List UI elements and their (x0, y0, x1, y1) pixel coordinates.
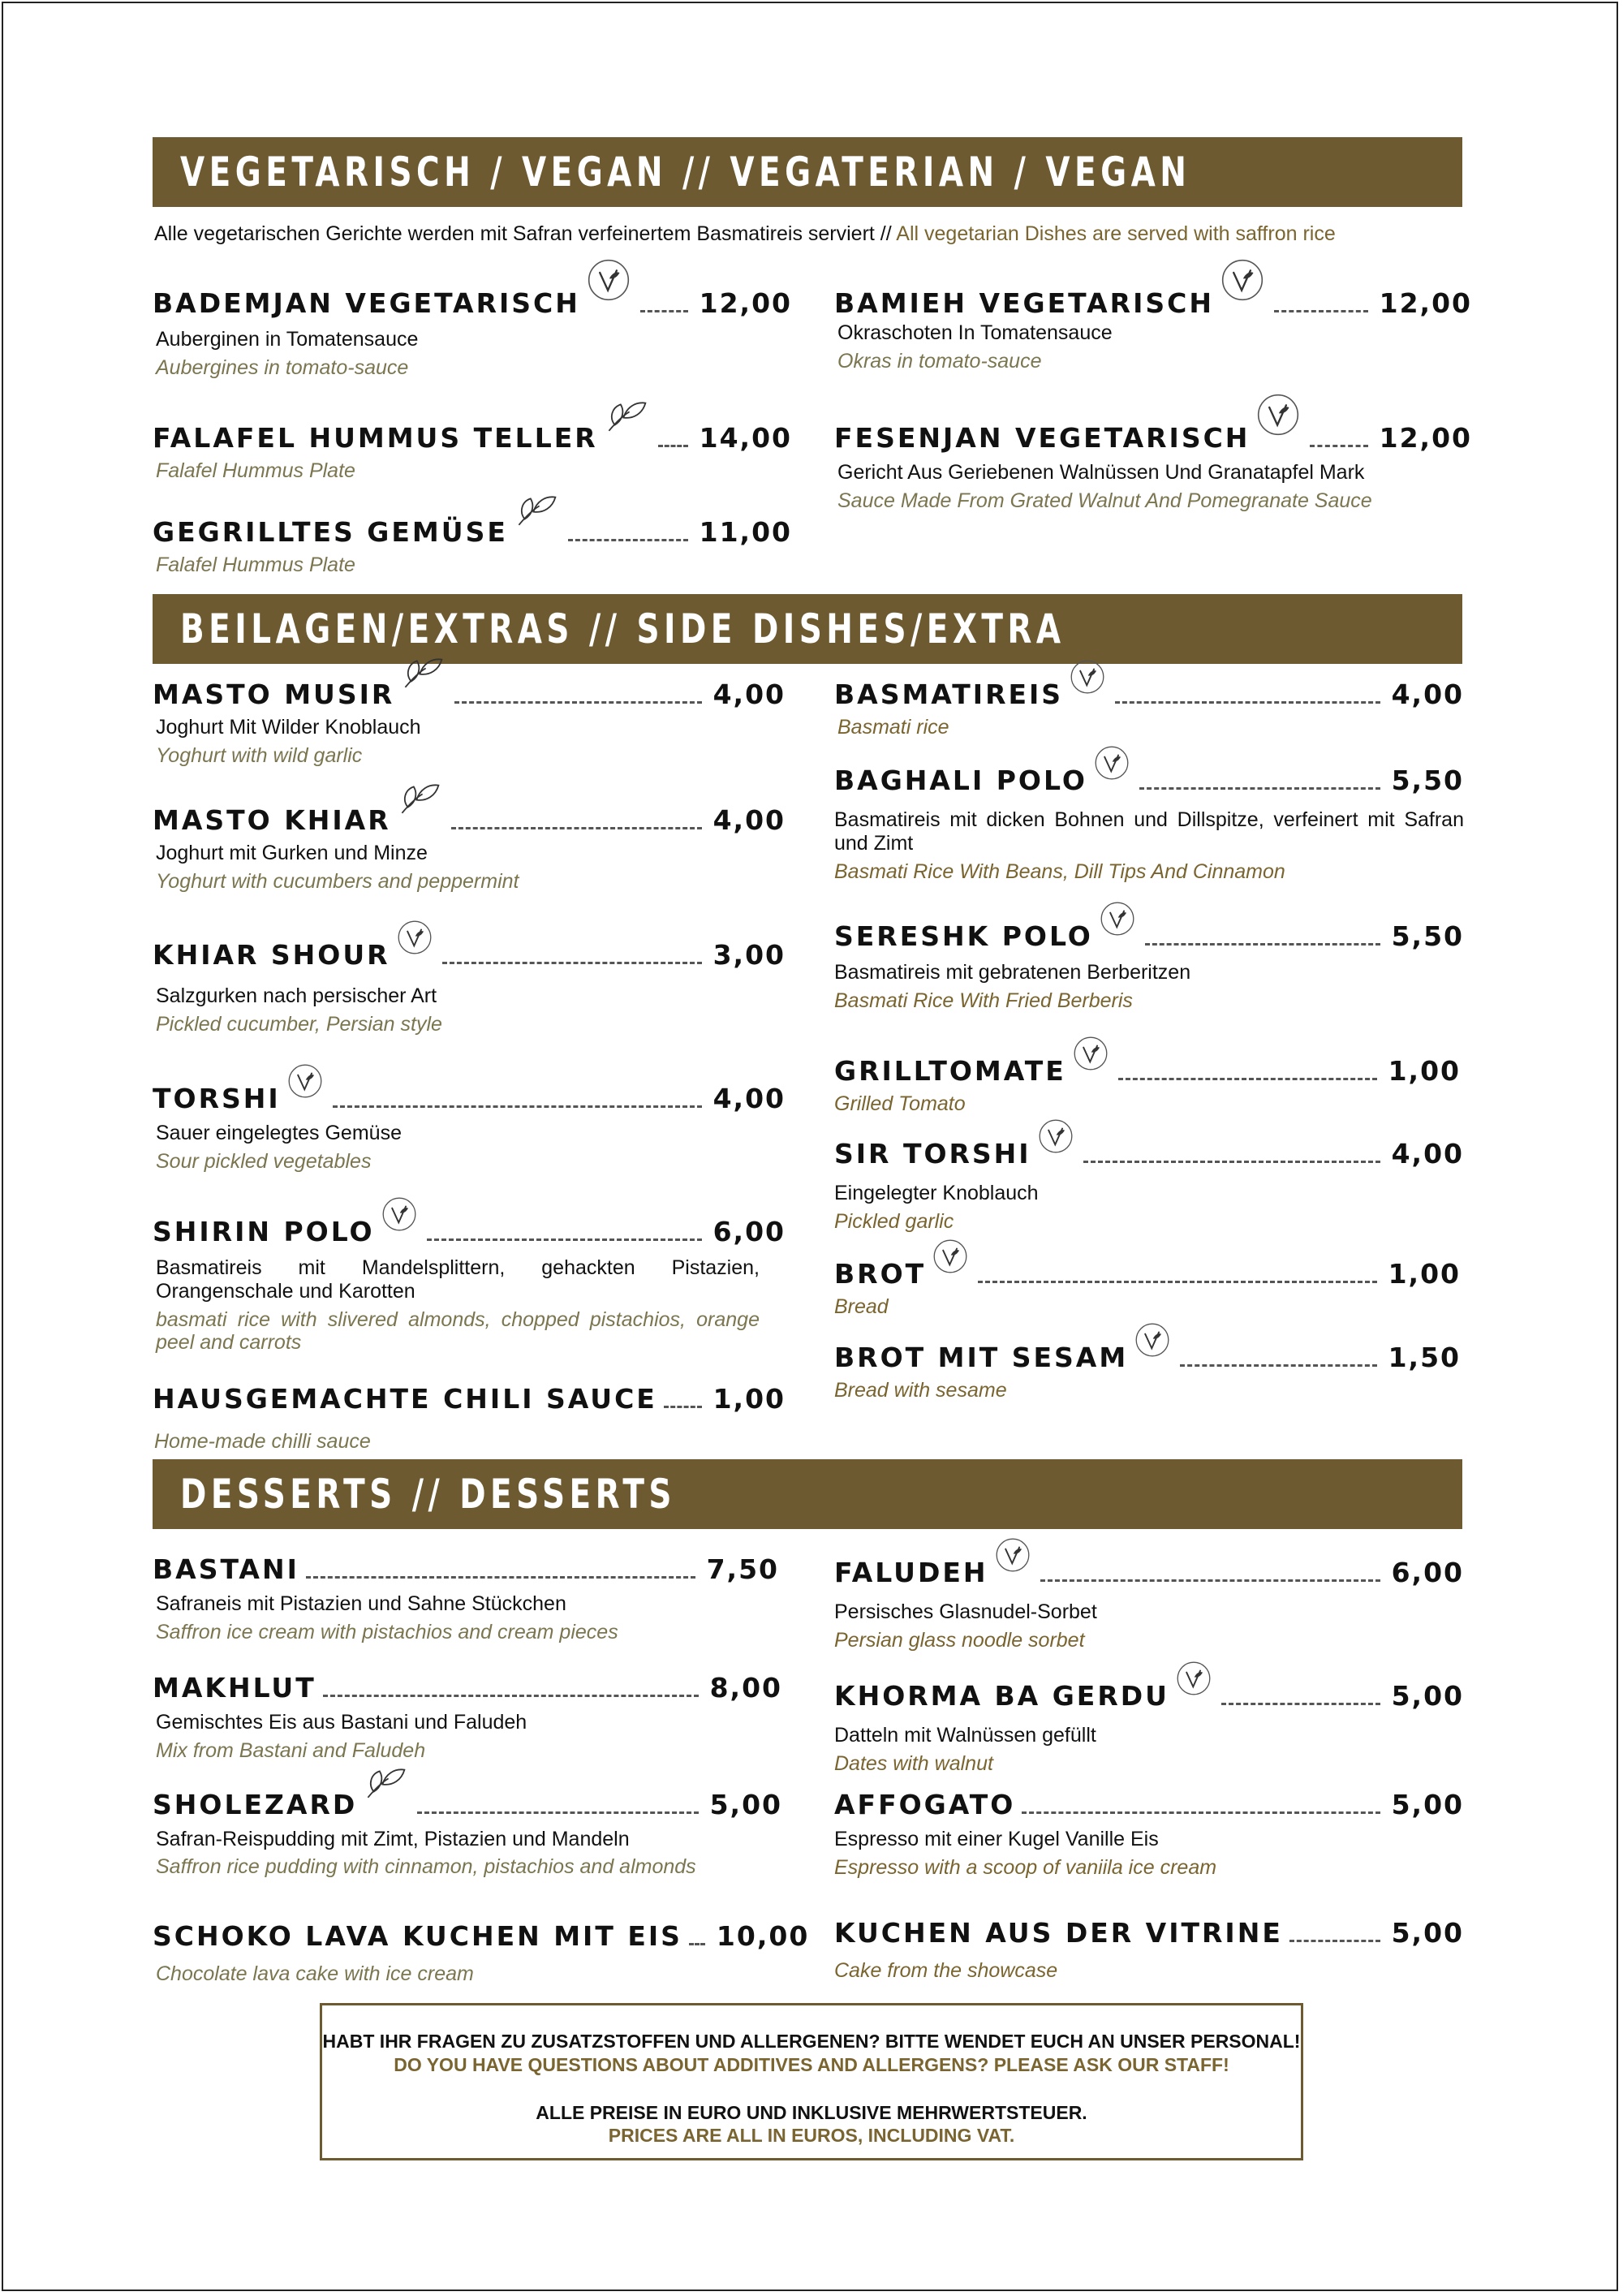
leader-dots (664, 1406, 702, 1408)
item-description-en: Basmati Rice With Fried Berberis (834, 989, 1133, 1012)
item-description-de: Salzgurken nach persischer Art (156, 984, 437, 1007)
item-description-en: Falafel Hummus Plate (156, 554, 355, 576)
leader-dots (1274, 310, 1368, 312)
subline-english: All vegetarian Dishes are served with saffron rice (896, 222, 1336, 245)
menu-item (153, 274, 792, 380)
item-description-en: Basmati rice (837, 716, 949, 739)
item-price: 10,00 (716, 1920, 810, 1952)
item-name: BAMIEH VEGETARISCH (834, 287, 1214, 319)
vegan-icon (1134, 1322, 1170, 1358)
item-name: SHIRIN POLO (153, 1216, 375, 1247)
leader-dots (442, 962, 702, 964)
vegan-icon (287, 1063, 323, 1099)
item-name: SIR TORSHI (834, 1138, 1031, 1170)
menu-item (834, 1667, 1464, 1776)
item-description-de: Gericht Aus Geriebenen Walnüssen Und Granatapfel Mark (837, 461, 1365, 484)
item-name: FALAFEL HUMMUS TELLER (153, 422, 598, 454)
menu-item (153, 1776, 782, 1878)
section-banner-desserts (153, 1459, 1462, 1529)
item-price: 5,50 (1391, 765, 1464, 796)
item-description-de: Safran-Reispudding mit Zimt, Pistazien und Mandeln (156, 1828, 630, 1850)
item-description-en: Okras in tomato-sauce (837, 349, 1042, 373)
item-price: 4,00 (712, 678, 786, 710)
item-description-de: Safraneis mit Pistazien und Sahne Stückchen (156, 1592, 566, 1615)
leader-dots (658, 445, 688, 447)
item-description-de: Basmatireis mit Mandelsplittern, gehackten Pistazien, Orangenschale und Karotten (156, 1256, 760, 1303)
item-description-en: Persian glass noodle sorbet (834, 1628, 1085, 1652)
leader-dots (1289, 1940, 1380, 1942)
item-description-en: Yoghurt with cucumbers and peppermint (156, 869, 519, 893)
item-description-de: Basmatireis mit gebratenen Berberitzen (834, 961, 1191, 984)
menu-item (153, 1540, 779, 1644)
item-description-en: Espresso with a scoop of vaniila ice cream (834, 1855, 1217, 1879)
item-description-de: Basmatireis mit dicken Bohnen und Dillspitze, verfeinert mit Safran und Zimt (834, 808, 1464, 855)
leader-dots (1221, 1703, 1380, 1705)
item-description-de: Auberginen in Tomatensauce (156, 328, 419, 351)
item-price: 3,00 (712, 939, 786, 971)
item-price: 5,00 (709, 1789, 782, 1820)
leader-dots (640, 310, 688, 312)
leader-dots (689, 1943, 705, 1945)
menu-item (834, 1544, 1464, 1652)
item-description-de: Joghurt Mit Wilder Knoblauch (156, 716, 421, 739)
menu-item (834, 907, 1464, 1013)
item-description-en: Falafel Hummus Plate (156, 459, 355, 482)
vegan-icon (1073, 1036, 1109, 1071)
leaf-icon (605, 393, 648, 437)
item-name: FESENJAN VEGETARISCH (834, 422, 1251, 454)
leaf-icon (401, 649, 445, 693)
vegan-icon (1100, 901, 1135, 937)
item-name: BAGHALI POLO (834, 765, 1087, 796)
allergen-question-de: HABT IHR FRAGEN ZU ZUSATZSTOFFEN UND ALLERGENEN? BITTE WENDET EUCH AN UNSER PERSONAL! (322, 2031, 1301, 2052)
menu-item (834, 409, 1472, 513)
leader-dots (1083, 1161, 1380, 1163)
vegan-icon (587, 258, 631, 302)
item-name: MASTO MUSIR (153, 678, 395, 710)
item-description-en: Sauce Made From Grated Walnut And Pomegranate Sauce (837, 489, 1372, 512)
item-description-en: Chocolate lava cake with ice cream (156, 1962, 474, 1985)
section-title-sides: BEILAGEN/EXTRAS // SIDE DISHES/EXTRA (180, 605, 1065, 653)
menu-item (834, 1329, 1461, 1402)
menu-item (153, 926, 786, 1036)
item-description-en: Home-made chilli sauce (154, 1430, 371, 1453)
item-price: 5,50 (1391, 920, 1464, 952)
section-title-vegetarian: VEGETARISCH / VEGAN // VEGATERIAN / VEGAN (180, 149, 1191, 196)
item-price: 8,00 (709, 1672, 782, 1704)
leader-dots (1040, 1579, 1380, 1582)
menu-item (153, 1370, 786, 1454)
item-description-de: Persisches Glasnudel-Sorbet (834, 1600, 1097, 1623)
item-price: 5,00 (1391, 1789, 1464, 1820)
item-description-en: Yoghurt with wild garlic (156, 743, 363, 767)
menu-item (153, 1070, 786, 1174)
menu-item (834, 666, 1464, 739)
menu-item (834, 1042, 1461, 1116)
item-price: 7,50 (706, 1553, 779, 1585)
menu-item (153, 503, 792, 577)
item-name: HAUSGEMACHTE CHILI SAUCE (153, 1383, 657, 1415)
leaf-icon (364, 1760, 407, 1803)
item-description-en: Bread (834, 1295, 889, 1318)
item-name: MASTO KHIAR (153, 804, 391, 836)
item-price: 1,00 (1388, 1055, 1461, 1087)
item-name: SCHOKO LAVA KUCHEN MIT EIS (153, 1920, 682, 1952)
item-name: BROT MIT SESAM (834, 1342, 1129, 1373)
menu-item (153, 1907, 810, 1986)
leader-dots (451, 827, 702, 829)
section-banner-sides (153, 594, 1462, 664)
item-description-en: basmati rice with slivered almonds, chopped pistachios, orange peel and carrots (156, 1307, 760, 1355)
section-title-desserts: DESSERTS // DESSERTS (180, 1471, 676, 1518)
subline-german: Alle vegetarischen Gerichte werden mit Safran verfeinertem Basmatireis serviert // (154, 222, 892, 245)
leader-dots (427, 1238, 702, 1241)
item-name: BASMATIREIS (834, 678, 1064, 710)
item-description-en: Basmati Rice With Beans, Dill Tips And Cinnamon (834, 859, 1285, 883)
item-description-en: Saffron ice cream with pistachios and cream pieces (156, 1620, 618, 1643)
item-description-en: Cake from the showcase (834, 1959, 1058, 1982)
item-price: 4,00 (1391, 678, 1464, 710)
item-description-en: Dates with walnut (834, 1751, 993, 1775)
allergen-notice-box (320, 2003, 1303, 2160)
leader-dots (1139, 787, 1380, 790)
item-description-en: Bread with sesame (834, 1379, 1007, 1402)
item-name: SERESHK POLO (834, 920, 1093, 952)
item-description-en: Saffron rice pudding with cinnamon, pistachios and almonds (156, 1854, 696, 1878)
item-price: 6,00 (1391, 1557, 1464, 1588)
item-description-en: Aubergines in tomato-sauce (156, 355, 409, 379)
menu-item (834, 274, 1472, 373)
vegan-icon (397, 920, 433, 955)
vegan-icon (1070, 659, 1105, 695)
leaf-icon (514, 487, 558, 531)
item-name: GRILLTOMATE (834, 1055, 1066, 1087)
menu-item (834, 1904, 1464, 1983)
price-note-de: ALLE PREISE IN EURO UND INKLUSIVE MEHRWERTSTEUER. (536, 2101, 1087, 2123)
item-price: 1,00 (712, 1383, 786, 1415)
vegan-icon (932, 1238, 968, 1274)
item-name: BROT (834, 1258, 927, 1290)
item-name: BASTANI (153, 1553, 299, 1585)
item-name: FALUDEH (834, 1557, 988, 1588)
item-description-de: Gemischtes Eis aus Bastani und Faludeh (156, 1711, 527, 1734)
menu-item (153, 1659, 782, 1763)
leader-dots (1145, 943, 1380, 946)
item-name: AFFOGATO (834, 1789, 1016, 1820)
item-description-en: Pickled garlic (834, 1209, 954, 1233)
item-price: 14,00 (699, 422, 792, 454)
item-description-en: Pickled cucumber, Persian style (156, 1012, 442, 1036)
item-name: TORSHI (153, 1083, 281, 1114)
vegetarian-subline (154, 222, 1336, 246)
section-banner-vegetarian (153, 137, 1462, 207)
menu-item (834, 752, 1464, 883)
item-description-de: Eingelegter Knoblauch (834, 1182, 1039, 1204)
item-description-en: Sour pickled vegetables (156, 1149, 372, 1173)
item-name: MAKHLUT (153, 1672, 316, 1704)
item-price: 4,00 (1391, 1138, 1464, 1170)
item-name: KHORMA BA GERDU (834, 1680, 1169, 1712)
item-price: 1,50 (1388, 1342, 1461, 1373)
item-description-en: Grilled Tomato (834, 1092, 966, 1115)
menu-item (153, 791, 786, 894)
vegan-icon (1256, 393, 1300, 437)
leaf-icon (398, 775, 441, 819)
item-description-de: Espresso mit einer Kugel Vanille Eis (834, 1828, 1159, 1850)
item-price: 4,00 (712, 804, 786, 836)
menu-item (834, 1776, 1464, 1880)
item-price: 12,00 (699, 287, 792, 319)
item-name: KUCHEN AUS DER VITRINE (834, 1917, 1283, 1949)
item-name: SHOLEZARD (153, 1789, 358, 1820)
leader-dots (568, 539, 688, 541)
item-price: 11,00 (699, 516, 792, 548)
leader-dots (1115, 701, 1380, 704)
leader-dots (1022, 1811, 1380, 1814)
vegan-icon (1220, 258, 1264, 302)
item-price: 5,00 (1391, 1917, 1464, 1949)
menu-item (153, 1203, 786, 1355)
item-description-en: Mix from Bastani and Faludeh (156, 1738, 426, 1762)
item-price: 1,00 (1388, 1258, 1461, 1290)
leader-dots (1180, 1364, 1376, 1367)
item-name: BADEMJAN VEGETARISCH (153, 287, 580, 319)
leader-dots (417, 1811, 698, 1814)
price-note-en: PRICES ARE ALL IN EUROS, INCLUDING VAT. (608, 2125, 1015, 2147)
leader-dots (1118, 1078, 1377, 1080)
menu-item (153, 409, 792, 483)
leader-dots (978, 1281, 1376, 1283)
leader-dots (1310, 445, 1367, 447)
item-description-de: Joghurt mit Gurken und Minze (156, 842, 428, 864)
vegan-icon (1176, 1661, 1212, 1696)
leader-dots (454, 701, 701, 704)
item-name: KHIAR SHOUR (153, 939, 390, 971)
leader-dots (323, 1695, 699, 1697)
vegan-icon (381, 1196, 417, 1232)
item-price: 12,00 (1379, 422, 1472, 454)
vegan-icon (1094, 745, 1130, 781)
leader-dots (333, 1105, 702, 1108)
item-description-de: Sauer eingelegtes Gemüse (156, 1122, 402, 1144)
item-price: 6,00 (712, 1216, 786, 1247)
item-price: 4,00 (712, 1083, 786, 1114)
vegan-icon (1038, 1118, 1074, 1154)
leader-dots (306, 1576, 695, 1579)
item-description-de: Okraschoten In Tomatensauce (837, 321, 1113, 344)
item-price: 12,00 (1379, 287, 1472, 319)
vegan-icon (995, 1537, 1031, 1573)
menu-item (834, 1245, 1461, 1319)
item-description-de: Datteln mit Walnüssen gefüllt (834, 1724, 1096, 1747)
menu-item (153, 666, 786, 768)
item-name: GEGRILLTES GEMÜSE (153, 516, 508, 548)
menu-item (834, 1125, 1464, 1234)
allergen-question-en: DO YOU HAVE QUESTIONS ABOUT ADDITIVES AND ALLERGENS? PLEASE ASK OUR STAFF! (394, 2053, 1229, 2075)
item-price: 5,00 (1391, 1680, 1464, 1712)
